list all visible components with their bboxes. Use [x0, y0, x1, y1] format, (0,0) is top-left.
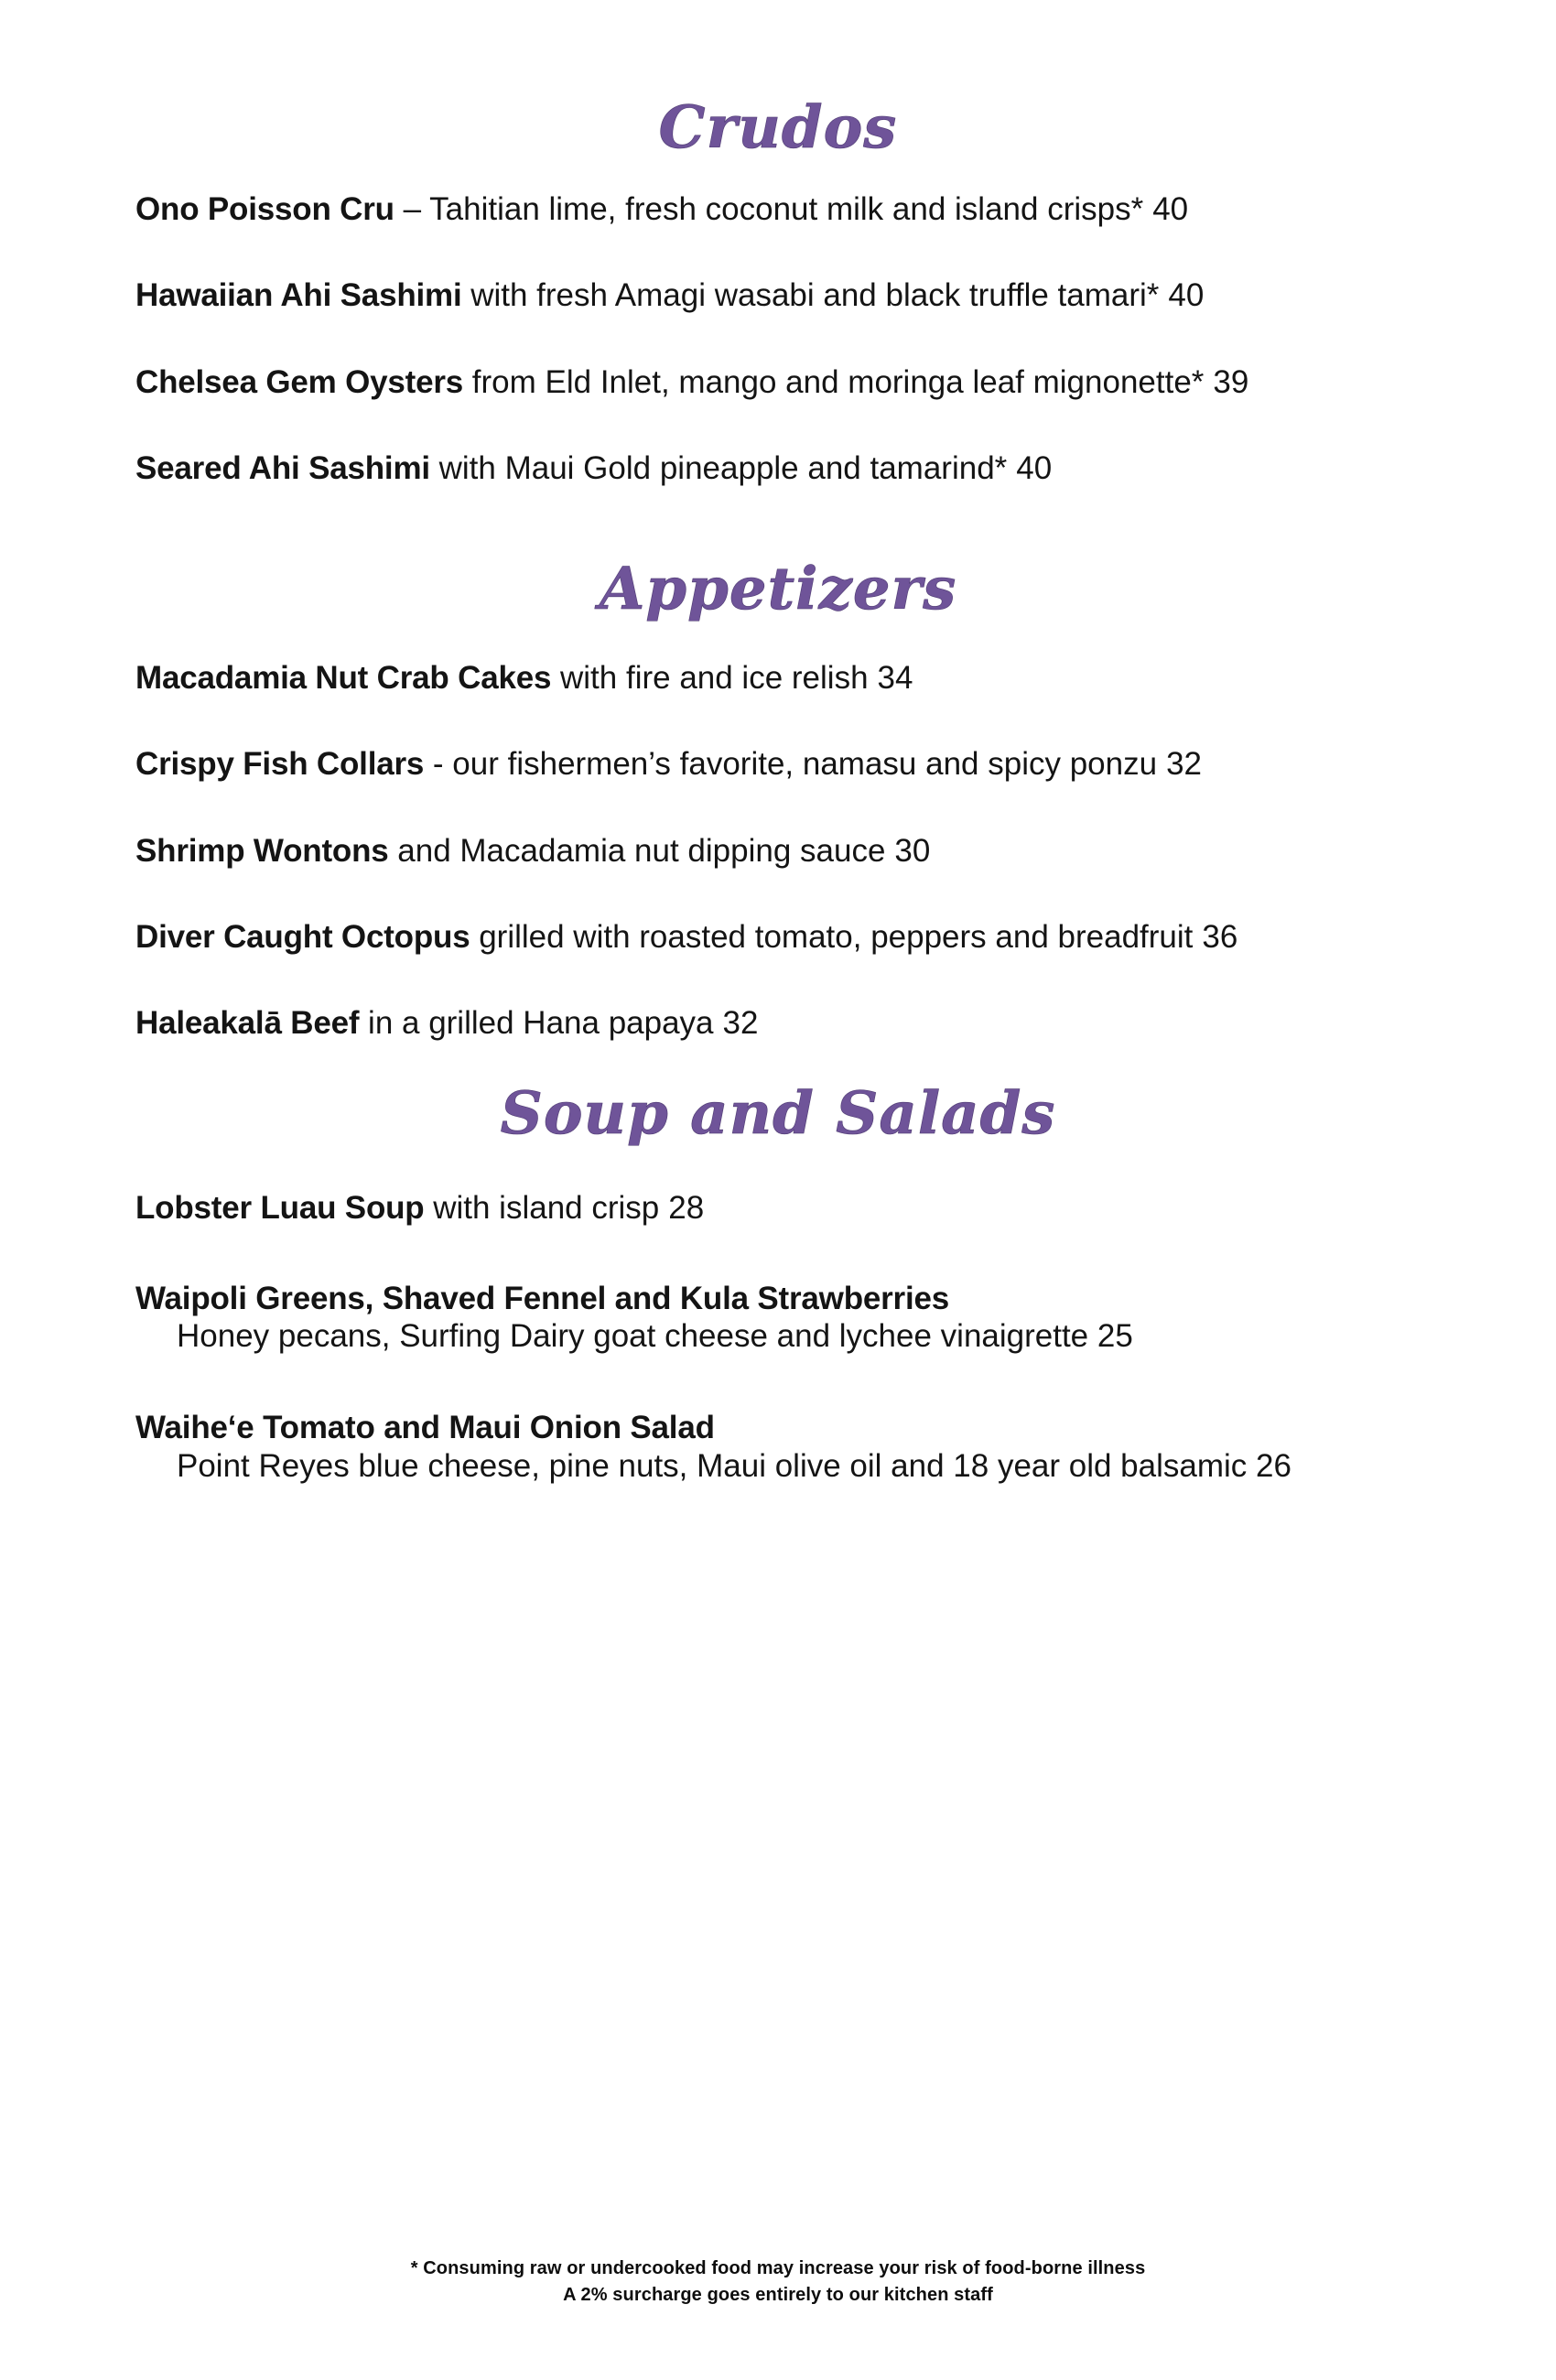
- crudos-item-list: [110, 190, 1446, 487]
- spacer: [110, 1143, 1446, 1189]
- menu-item-price: 39: [1213, 363, 1249, 400]
- menu-item: [110, 190, 1446, 228]
- spacer: [110, 315, 1446, 363]
- soup-and-salads-item-list: [110, 1189, 1446, 1486]
- spacer: [110, 870, 1446, 918]
- menu-item-detail: Point Reyes blue cheese, pine nuts, Maui olive oil and 18 year old balsamic 26: [177, 1447, 1291, 1484]
- spacer: [110, 784, 1446, 832]
- menu-item-line: [135, 745, 1446, 783]
- menu-item: [110, 1280, 1446, 1356]
- menu-item: [110, 832, 1446, 870]
- menu-item-description: with Maui Gold pineapple and tamarind*: [429, 449, 1008, 486]
- menu-footer-disclaimer: [0, 2256, 1556, 2309]
- menu-item-line: [135, 832, 1446, 870]
- menu-item: [110, 1004, 1446, 1042]
- menu-item-line: [135, 449, 1446, 487]
- spacer: [110, 157, 1446, 190]
- menu-item-price: 40: [1016, 449, 1053, 486]
- menu-item-description: in a grilled Hana papaya: [359, 1005, 714, 1042]
- spacer: [110, 401, 1446, 449]
- menu-item-name: Chelsea Gem Oysters: [135, 363, 464, 400]
- menu-item-line: [135, 659, 1446, 697]
- menu-item-price: 34: [877, 660, 913, 697]
- menu-item: [110, 918, 1446, 956]
- menu-item-price: 28: [668, 1189, 705, 1226]
- menu-item-price: 32: [1166, 746, 1202, 783]
- menu-item-name: Waipoli Greens, Shaved Fennel and Kula Strawberries: [135, 1280, 950, 1316]
- menu-item: [110, 449, 1446, 487]
- section-header-soup-and-salads: Soup and Salads: [500, 1078, 1056, 1148]
- menu-item-name: Diver Caught Octopus: [135, 919, 470, 956]
- menu-item-description: grilled with roasted tomato, peppers and breadfruit: [470, 919, 1194, 956]
- menu-item-price: 30: [894, 832, 931, 869]
- menu-item-description: with fire and ice relish: [551, 660, 869, 697]
- menu-item-detail: Honey pecans, Surfing Dairy goat cheese and lychee vinaigrette 25: [177, 1318, 1133, 1355]
- menu-item-name: Hawaiian Ahi Sashimi: [135, 277, 462, 314]
- appetizers-item-list: [110, 659, 1446, 1042]
- menu-item-price: 36: [1202, 919, 1238, 956]
- menu-item-name: Seared Ahi Sashimi: [135, 449, 430, 486]
- menu-item: [110, 1189, 1446, 1227]
- menu-item-price: 32: [722, 1005, 759, 1042]
- menu-item-line: [135, 1004, 1446, 1042]
- menu-item: [110, 276, 1446, 314]
- spacer: [110, 1356, 1446, 1409]
- section-header-appetizers: Appetizers: [599, 555, 957, 624]
- menu-item-description: - our fishermen’s favorite, namasu and spicy ponzu: [424, 746, 1158, 783]
- footer-line-raw-food-warning: * Consuming raw or undercooked food may increase your risk of food-borne illness: [410, 2258, 1146, 2278]
- menu-item-name: Haleakalā Beef: [135, 1005, 360, 1042]
- menu-item-name: Ono Poisson Cru: [135, 191, 394, 227]
- menu-item-description: – Tahitian lime, fresh coconut milk and island crisps*: [394, 191, 1144, 227]
- menu-item-name: Lobster Luau Soup: [135, 1189, 425, 1226]
- menu-item-line: [135, 1409, 1446, 1446]
- footer-line-surcharge-notice: A 2% surcharge goes entirely to our kitchen staff: [563, 2285, 993, 2305]
- spacer: [110, 619, 1446, 659]
- spacer: [110, 487, 1446, 560]
- menu-item-name: Waiheʻe Tomato and Maui Onion Salad: [135, 1410, 715, 1446]
- menu-item-line: [135, 918, 1446, 956]
- spacer: [110, 697, 1446, 745]
- menu-item: [110, 1409, 1446, 1485]
- menu-item-description: with fresh Amagi wasabi and black truffle tamari*: [461, 277, 1160, 314]
- spacer: [110, 228, 1446, 276]
- spacer: [110, 956, 1446, 1004]
- menu-item-description: and Macadamia nut dipping sauce: [388, 832, 886, 869]
- menu-item-line: [135, 1280, 1446, 1317]
- menu-item: [110, 745, 1446, 783]
- menu-item-line: [135, 190, 1446, 228]
- menu-item-line: [135, 276, 1446, 314]
- spacer: [110, 1043, 1446, 1085]
- menu-item-name: Shrimp Wontons: [135, 832, 389, 869]
- menu-item: [110, 659, 1446, 697]
- menu-item-description: from Eld Inlet, mango and moringa leaf mignonette*: [463, 363, 1205, 400]
- spacer: [110, 1227, 1446, 1280]
- menu-item-price: 40: [1168, 277, 1205, 314]
- menu-item-name: Crispy Fish Collars: [135, 746, 425, 783]
- menu-item-name: Macadamia Nut Crab Cakes: [135, 660, 552, 697]
- menu-item-price: 40: [1152, 191, 1189, 227]
- menu-item-line: [135, 1189, 1446, 1227]
- menu-item: [110, 363, 1446, 401]
- menu-item-description: with island crisp: [424, 1189, 660, 1226]
- menu-item-line: [135, 363, 1446, 401]
- section-header-crudos: Crudos: [658, 93, 898, 162]
